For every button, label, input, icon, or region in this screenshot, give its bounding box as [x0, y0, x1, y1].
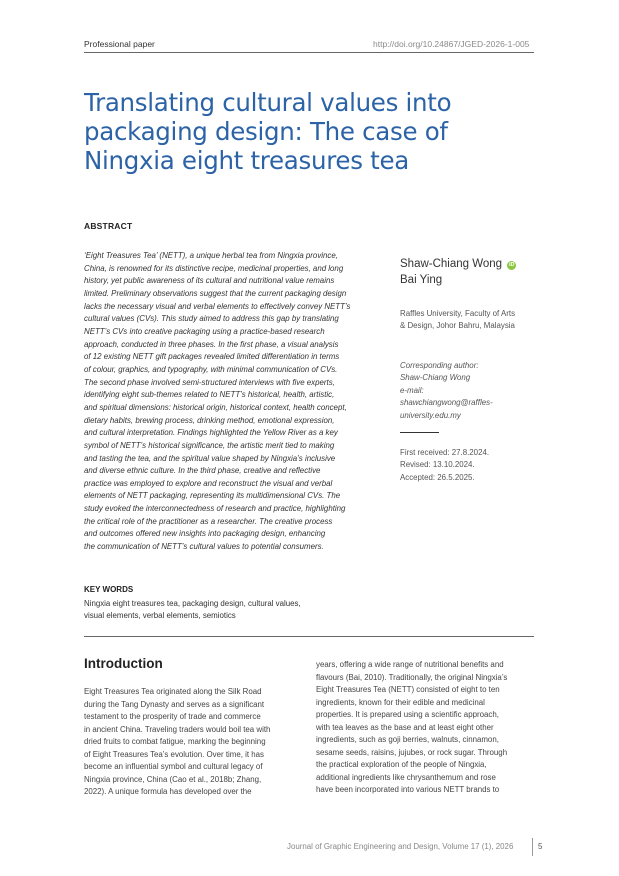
keywords-heading: KEY WORDS: [84, 585, 134, 594]
body-line: Eight Treasures Tea (NETT) consisted of eight to ten: [316, 685, 500, 695]
journal-footer: Journal of Graphic Engineering and Design, Volume 17 (1), 2026: [287, 842, 514, 851]
affiliation-line: Raffles University, Faculty of Arts: [400, 309, 516, 318]
body-line: ingredients, known for their edible and medicinal: [316, 697, 485, 707]
abstract-line: identifying eight sub-themes related to NETT’s historical, health, artistic,: [84, 390, 335, 400]
abstract-line: and spiritual dimensions: historical origin, historical context, health concept,: [84, 402, 347, 412]
abstract-line: practice was employed to explore and reconstruct the visual and verbal: [84, 478, 333, 488]
body-line: sesame seeds, raisins, jujubes, or rock sugar. Through: [316, 747, 508, 757]
keywords-line: Ningxia eight treasures tea, packaging design, cultural values,: [84, 599, 301, 608]
body-line: Ningxia province, China (Cao et al., 2018b; Zhang,: [84, 774, 262, 784]
abstract-line: elements of NETT packaging, representing its multidimensional CVs. The: [84, 491, 341, 501]
page-number: 5: [538, 842, 543, 851]
corresponding-author: [400, 360, 493, 422]
orcid-icon[interactable]: iD: [509, 262, 515, 268]
body-line: with tea leaves as the base and at least eight other: [316, 722, 494, 732]
header-divider: [84, 52, 534, 53]
paper-type-label: Professional paper: [84, 39, 155, 49]
abstract-line: and tasting the tea, and the spiritual value shaped by Ningxia’s inclusive: [84, 453, 336, 463]
abstract-line: of 12 existing NETT gift packages revealed limited differentiation in terms: [84, 352, 340, 362]
author-name: Shaw-Chiang Wong: [400, 258, 503, 270]
footer-divider: [532, 838, 533, 856]
section-divider: [84, 636, 534, 637]
abstract-line: the communication of NETT’s cultural values to potential consumers.: [84, 542, 324, 552]
body-line: the practical exploration of the people of Ningxia,: [316, 760, 487, 770]
abstract-line: study evoked the interconnectedness of research and practice, highlighting: [84, 504, 346, 514]
abstract-line: and outcomes offered new insights into packaging design, enhancing: [84, 529, 326, 539]
abstract-line: and diverse ethnic culture. In the third phase, creative and reflective: [84, 466, 321, 476]
abstract-body: [84, 250, 374, 554]
received-dates: [400, 447, 489, 484]
keywords-body: [84, 598, 301, 623]
abstract-line: cultural values (CVs). This study aimed to address this gap by translating: [84, 314, 339, 324]
abstract-line: China, is renowned for its distinctive recipe, medicinal properties, and long: [84, 263, 344, 273]
sidebar-divider: [400, 432, 439, 433]
author-list: [400, 256, 516, 288]
body-line: properties. It is prepared using a scientific approach,: [316, 710, 499, 720]
abstract-line: history, yet public awareness of its cultural and nutritional value remains: [84, 276, 335, 286]
abstract-line: The second phase involved semi-structured interviews with five experts,: [84, 377, 335, 387]
date-line: First received: 27.8.2024.: [400, 448, 490, 457]
abstract-line: the critical role of the practitioner as a researcher. The creative process: [84, 516, 333, 526]
corresponding-line: Corresponding author:: [400, 361, 479, 370]
body-line: flavours (Bai, 2010). Traditionally, the original Ningxia’s: [316, 672, 508, 682]
body-line: have been incorporated into various NETT brands to: [316, 785, 500, 795]
date-line: Revised: 13.10.2024.: [400, 460, 475, 470]
corresponding-line: Shaw-Chiang Wong: [400, 373, 471, 383]
affiliation-line: & Design, Johor Bahru, Malaysia: [400, 321, 515, 331]
affiliation: [400, 308, 515, 333]
abstract-line: approach, conducted in three phases. In the first phase, a visual analysis: [84, 339, 339, 349]
author-name: Bai Ying: [400, 274, 443, 286]
abstract-line: ‘Eight Treasures Tea’ (NETT), a unique herbal tea from Ningxia province,: [84, 251, 338, 260]
abstract-line: of colour, graphics, and typography, with minimal communication of CVs.: [84, 364, 338, 374]
body-line: additional ingredients like chrysanthemum and rose: [316, 772, 496, 782]
abstract-line: and cultural interpretation. Findings highlighted the Yellow River as a key: [84, 428, 338, 438]
abstract-line: dietary habits, brewing process, drinking method, emotional expression,: [84, 415, 335, 425]
abstract-line: lacks the necessary visual and verbal elements to effectively convey NETT’s: [84, 301, 351, 311]
introduction-heading: Introduction: [84, 656, 163, 671]
abstract-heading: ABSTRACT: [84, 221, 133, 231]
body-line: become an influential symbol and cultural legacy of: [84, 762, 263, 772]
abstract-line: limited. Preliminary observations suggest that the current packaging design: [84, 288, 347, 298]
body-line: ingredients, such as goji berries, walnuts, cinnamon,: [316, 735, 499, 745]
title-line: Translating cultural values into: [84, 88, 452, 117]
body-line: 2022). A unique formula has developed over the: [84, 787, 252, 797]
title-line: Ningxia eight treasures tea: [84, 146, 409, 175]
body-line: years, offering a wide range of nutritional benefits and: [316, 660, 504, 669]
email-link[interactable]: shawchiangwong@raffles-: [400, 398, 493, 408]
body-line: during the Tang Dynasty and serves as a significant: [84, 699, 265, 709]
paper-title: [84, 88, 504, 175]
keywords-line: visual elements, verbal elements, semiotics: [84, 611, 236, 621]
intro-right-column: [316, 659, 536, 797]
body-line: in ancient China. Traveling traders would boil tea with: [84, 724, 271, 734]
title-line: packaging design: The case of: [84, 117, 448, 146]
date-line: Accepted: 26.5.2025.: [400, 472, 475, 482]
doi-link[interactable]: http://doi.org/10.24867/JGED-2026-1-005: [373, 39, 530, 49]
abstract-line: symbol of NETT’s historical significance, the artistic merit tied to making: [84, 440, 335, 450]
corresponding-line: e-mail:: [400, 385, 424, 395]
intro-left-column: [84, 686, 299, 799]
abstract-line: NETT’s CVs into creative packaging using a practice-based research: [84, 326, 325, 336]
body-line: of Eight Treasures Tea’s evolution. Over time, it has: [84, 749, 264, 759]
body-line: dried fruits to combat fatigue, marking the beginning: [84, 737, 266, 747]
body-line: Eight Treasures Tea originated along the Silk Road: [84, 687, 262, 696]
email-link[interactable]: university.edu.my: [400, 410, 461, 420]
body-line: testament to the prosperity of trade and commerce: [84, 712, 261, 722]
